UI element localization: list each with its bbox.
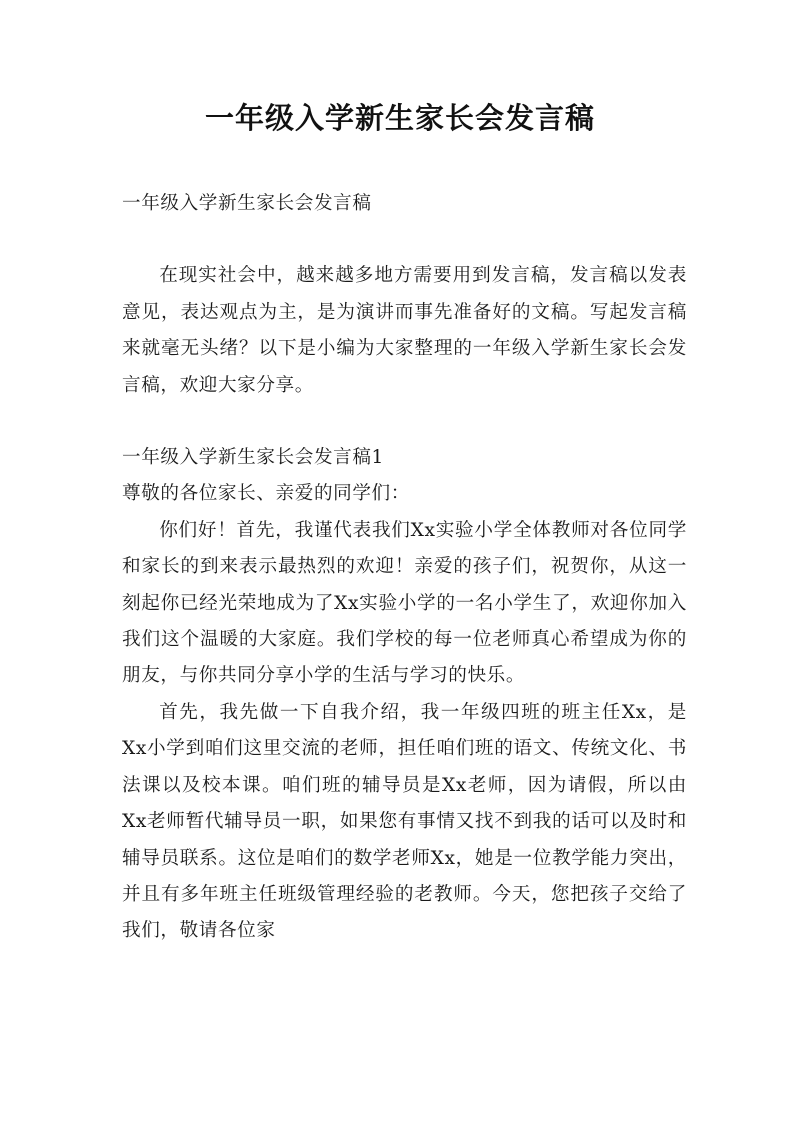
section-heading: 一年级入学新生家长会发言稿1 (122, 447, 384, 469)
body-paragraph: 你们好！首先，我谨代表我们Xx实验小学全体教师对各位同学和家长的到来表示最热烈的欢迎！亲爱的孩子们，祝贺你，从这一刻起你已经光荣地成为了Xx实验小学的一名小学生了，欢迎你加入我们这个温暖的大家庭。我们学校的每一位老师真心希望成为你的朋友，与你共同分享小学的生活与学习的快乐。 (122, 519, 687, 687)
salutation: 尊敬的各位家长、亲爱的同学们： (122, 483, 410, 505)
body-paragraph: 首先，我先做一下自我介绍，我一年级四班的班主任Xx，是Xx小学到咱们这里交流的老师，担任咱们班的语文、传统文化、书法课以及校本课。咱们班的辅导员是Xx老师，因为请假，所以由Xx老师暂代辅导员一职，如果您有事情又找不到我的话可以及时和辅导员联系。这位是咱们的数学老师Xx，她是一位教学能力突出，并且有多年班主任班级管理经验的老教师。今天，您把孩子交给了我们，敬请各位家 (122, 701, 687, 942)
document-body (122, 186, 687, 950)
document-title: 一年级入学新生家长会发言稿 (204, 101, 595, 135)
document-subtitle: 一年级入学新生家长会发言稿 (122, 193, 372, 214)
intro-paragraph: 在现实社会中，越来越多地方需要用到发言稿，发言稿以发表意见，表达观点为主，是为演讲而事先准备好的文稿。写起发言稿来就毫无头绪？以下是小编为大家整理的一年级入学新生家长会发言稿，欢迎大家分享。 (122, 265, 687, 396)
